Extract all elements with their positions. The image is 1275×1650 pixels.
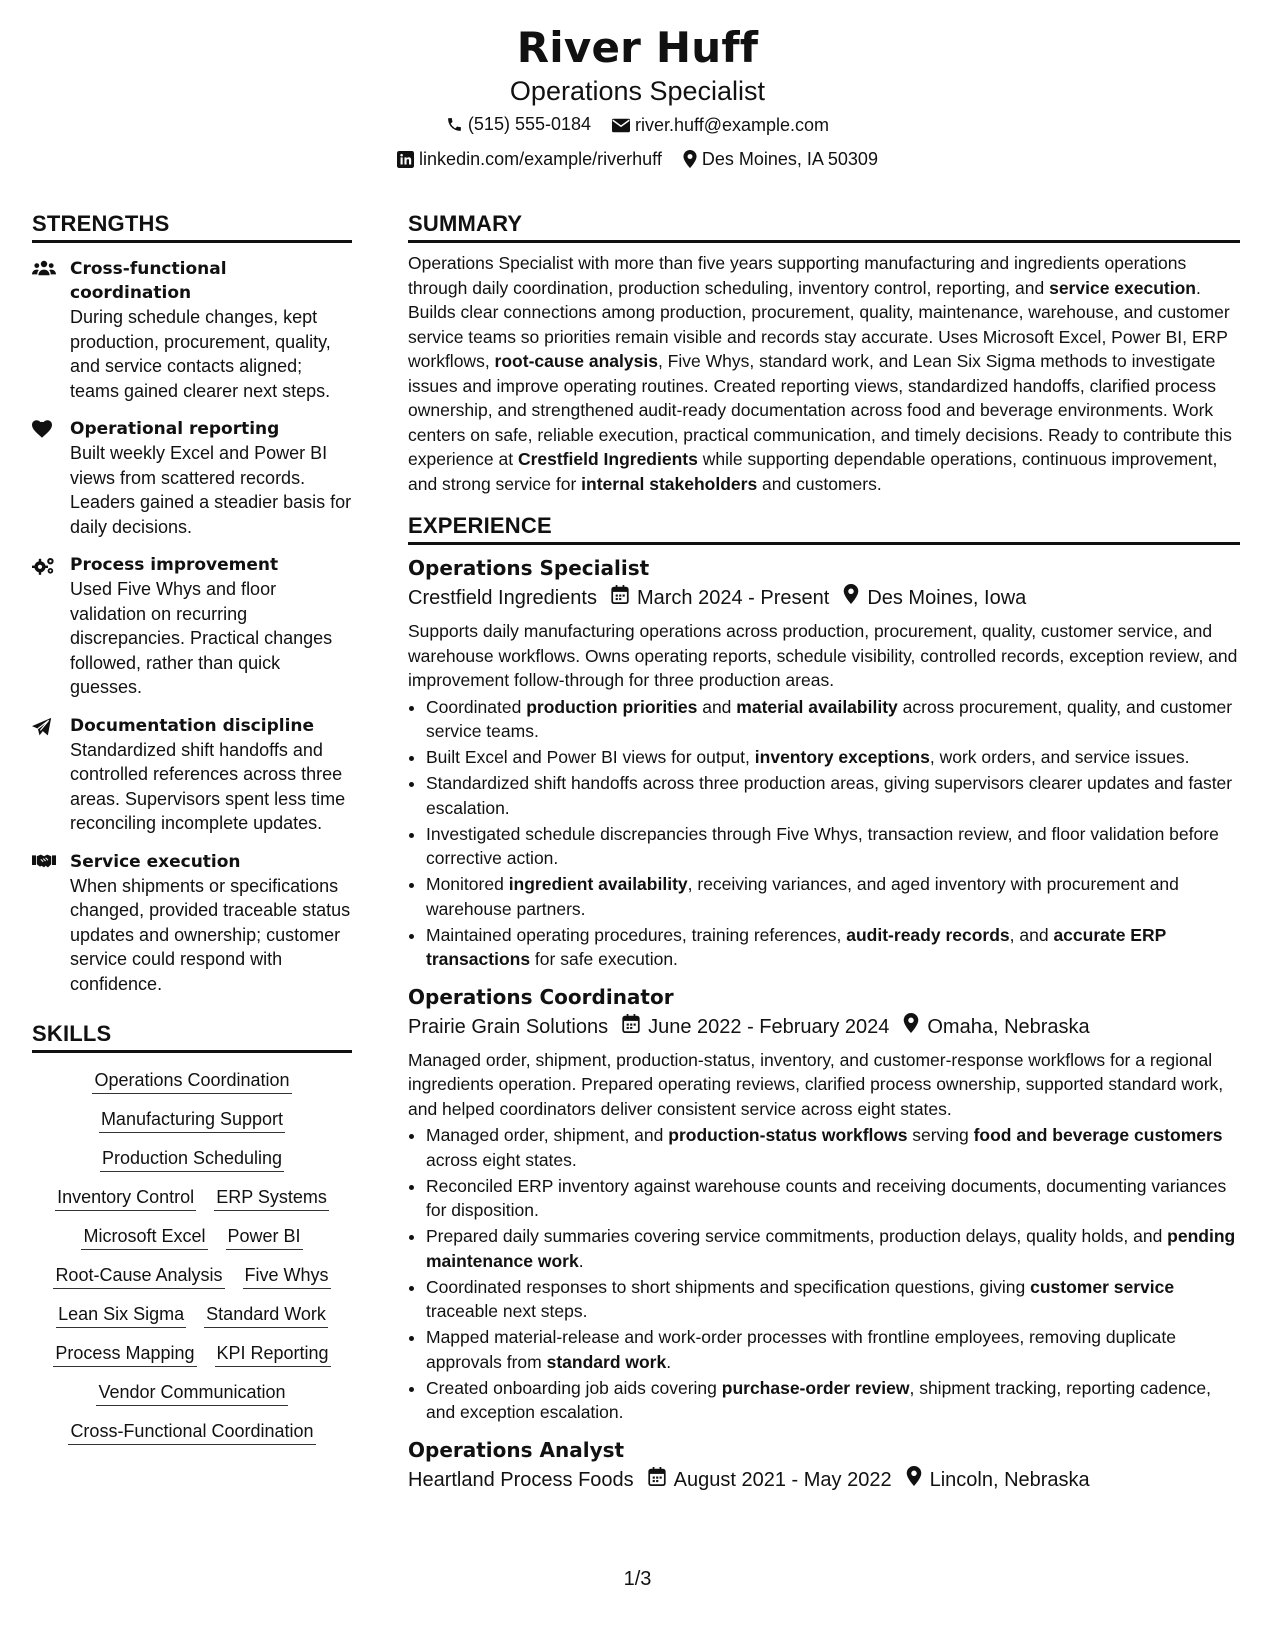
bold-text: inventory exceptions <box>754 747 930 767</box>
bold-text: material availability <box>736 696 898 717</box>
job-dates: March 2024 - Present <box>636 587 830 609</box>
experience-list <box>408 553 1240 1495</box>
bold-text: production priorities <box>526 696 698 717</box>
skill-tag: Lean Six Sigma <box>56 1301 186 1328</box>
phone-text: (515) 555-0184 <box>467 114 592 134</box>
job-meta <box>408 1465 1240 1495</box>
email-contact[interactable] <box>612 109 829 141</box>
candidate-name: River Huff <box>516 23 759 72</box>
strength-description: Used Five Whys and floor validation on recurring discrepancies. Practical changes followed, rather than quick guesses. <box>70 579 333 697</box>
bold-text: food and beverage customers <box>973 1125 1223 1145</box>
job-bullet: • Maintained operating procedures, training references, audit-ready records, and accurate ERP transactions for safe execution. <box>426 923 1240 972</box>
job-location-wrap <box>903 1012 1089 1042</box>
bold-text: root-cause analysis <box>494 351 658 371</box>
strength-description: When shipments or specifications changed, provided traceable status updates and ownership; customer service could respond with confidence. <box>70 875 351 994</box>
skill-row <box>32 1067 352 1094</box>
job-location: Omaha, Nebraska <box>927 1015 1090 1038</box>
page-number: 1/3 <box>623 1568 652 1590</box>
skill-row <box>32 1340 352 1367</box>
bold-text: purchase-order review <box>721 1377 910 1398</box>
map-pin-icon <box>683 150 697 168</box>
strength-body <box>70 553 352 700</box>
job-company: Heartland Process Foods <box>408 1468 634 1491</box>
strength-description: During schedule changes, kept production, procurement, quality, and service contacts aligned; teams gained clearer next steps. <box>70 307 331 401</box>
strength-description: Standardized shift handoffs and controlled references across three areas. Supervisors spent less time reconciling incomplete updates. <box>70 739 346 833</box>
strength-body <box>70 850 352 997</box>
skill-row <box>32 1184 352 1211</box>
job-dates-wrap <box>622 1012 889 1042</box>
gears-icon <box>32 553 70 700</box>
strengths-list <box>32 257 352 996</box>
bold-text: Crestfield Ingredients <box>517 449 698 469</box>
bold-text: internal stakeholders <box>581 473 758 494</box>
strength-item <box>32 850 352 997</box>
job-dates-wrap <box>611 583 829 613</box>
skill-tag: Vendor Communication <box>96 1379 287 1406</box>
skill-tag: Process Mapping <box>53 1340 196 1367</box>
strength-item <box>32 257 352 403</box>
contact-line-1 <box>0 108 1275 143</box>
job-bullet: • Monitored ingredient availability, receiving variances, and aged inventory with procurement and warehouse partners. <box>426 872 1240 921</box>
job-meta <box>408 1012 1240 1042</box>
job-bullet: • Prepared daily summaries covering service commitments, production delays, quality holds, and pending maintenance work. <box>426 1224 1240 1273</box>
job-description: Supports daily manufacturing operations across production, procurement, quality, customer service, and warehouse workflows. Owns operating reports, schedule visibility, controlled records, exception review, and improvement follow-through for three production areas. <box>408 621 1238 690</box>
skills-heading: SKILLS <box>32 1020 352 1053</box>
job-bullet: • Standardized shift handoffs across three production areas, giving supervisors clearer updates and faster escalation. <box>426 771 1240 820</box>
job-bullets <box>408 1123 1240 1425</box>
skill-tag: Operations Coordination <box>92 1067 291 1094</box>
job-bullet: • Mapped material-release and work-order processes with frontline employees, removing duplicate approvals from standard work. <box>426 1325 1240 1374</box>
right-column <box>408 210 1240 1505</box>
bold-text: production-status workflows <box>668 1125 908 1145</box>
left-column <box>32 210 352 1445</box>
heart-icon <box>32 417 70 539</box>
linkedin-text: linkedin.com/example/riverhuff <box>419 149 662 169</box>
job-entry <box>408 1435 1240 1495</box>
job-bullet: • Managed order, shipment, and production-status workflows serving food and beverage customers across eight states. <box>426 1123 1240 1172</box>
summary-heading: SUMMARY <box>408 210 1240 243</box>
envelope-icon <box>612 118 630 133</box>
job-company: Crestfield Ingredients <box>408 587 597 609</box>
skill-row <box>32 1145 352 1172</box>
strength-body <box>70 417 352 539</box>
strength-title: Documentation discipline <box>70 715 315 736</box>
skill-tag: Standard Work <box>204 1301 328 1328</box>
location-text: Des Moines, IA 50309 <box>701 148 878 169</box>
strengths-heading: STRENGTHS <box>32 210 352 243</box>
strength-description: Built weekly Excel and Power BI views from scattered records. Leaders gained a steadier basis for daily decisions. <box>70 443 352 537</box>
job-dates: August 2021 - May 2022 <box>673 1468 892 1491</box>
job-bullet: • Created onboarding job aids covering purchase-order review, shipment tracking, reporting cadence, and exception escalation. <box>426 1376 1240 1425</box>
skill-tag: Manufacturing Support <box>99 1106 285 1133</box>
bold-text: ingredient availability <box>508 874 688 894</box>
users-icon <box>32 257 70 403</box>
job-bullets <box>408 695 1240 972</box>
bold-text: customer service <box>1030 1276 1175 1297</box>
skill-tag: ERP Systems <box>214 1184 329 1211</box>
linkedin-contact[interactable] <box>397 143 662 175</box>
skill-row <box>32 1379 352 1406</box>
job-title: Operations Analyst <box>408 1437 625 1462</box>
job-bullet: • Built Excel and Power BI views for output, inventory exceptions, work orders, and service issues. <box>426 745 1240 770</box>
contact-line-2 <box>0 143 1275 178</box>
handshake-icon <box>32 850 70 997</box>
job-title: Operations Coordinator <box>408 984 674 1009</box>
strength-item <box>32 714 352 836</box>
strength-item <box>32 553 352 700</box>
job-description: Managed order, shipment, production-status, inventory, and customer-response workflows for a regional ingredients operation. Prepared operating reviews, clarified process ownership, supported standard work, and helped coordinators deliver consistent service across eight states. <box>408 1049 1224 1119</box>
bold-text: audit-ready records <box>846 924 1010 945</box>
job-bullet: • Coordinated responses to short shipments and specification questions, giving customer service traceable next steps. <box>426 1275 1240 1324</box>
skill-tag: Inventory Control <box>55 1184 196 1211</box>
skill-tag: Five Whys <box>243 1262 331 1289</box>
email-text: river.huff@example.com <box>635 115 830 135</box>
strength-title: Operational reporting <box>70 419 280 439</box>
strength-title: Service execution <box>70 851 241 872</box>
bold-text: accurate ERP transactions <box>426 924 1166 969</box>
strength-title: Cross-functional coordination <box>70 259 227 303</box>
skill-tag: Cross-Functional Coordination <box>68 1418 315 1445</box>
job-bullet: • Coordinated production priorities and material availability across procurement, quality, and customer service teams. <box>426 695 1240 744</box>
bold-text: pending maintenance work <box>426 1226 1236 1271</box>
job-bullet: • Reconciled ERP inventory against warehouse counts and receiving documents, documenting variances for disposition. <box>426 1174 1240 1223</box>
job-location-wrap <box>906 1465 1090 1495</box>
skill-row <box>32 1106 352 1133</box>
job-title: Operations Specialist <box>408 556 650 580</box>
calendar-icon <box>611 583 637 613</box>
job-location-wrap <box>843 583 1026 613</box>
map-pin-icon <box>906 1465 930 1495</box>
location-contact <box>683 143 878 175</box>
strength-body <box>70 257 352 403</box>
job-company: Prairie Grain Solutions <box>408 1015 609 1038</box>
skill-tag: Production Scheduling <box>100 1145 284 1172</box>
strength-body <box>70 714 352 836</box>
experience-heading: EXPERIENCE <box>408 512 1240 545</box>
phone-icon <box>446 116 463 133</box>
job-dates: June 2022 - February 2024 <box>648 1015 890 1038</box>
map-pin-icon <box>903 1012 927 1042</box>
skill-row <box>32 1262 352 1289</box>
calendar-icon <box>648 1465 674 1495</box>
job-location: Des Moines, Iowa <box>867 587 1027 609</box>
linkedin-icon <box>397 151 414 168</box>
skill-tag: Power BI <box>226 1223 303 1250</box>
map-pin-icon <box>843 583 867 613</box>
skill-row <box>32 1418 352 1445</box>
job-location: Lincoln, Nebraska <box>929 1468 1090 1491</box>
skill-row <box>32 1223 352 1250</box>
strength-item <box>32 417 352 539</box>
resume-header <box>0 22 1275 178</box>
job-bullet: • Investigated schedule discrepancies through Five Whys, transaction review, and floor validation before corrective action. <box>426 822 1240 871</box>
job-meta <box>408 583 1240 613</box>
bold-text: service execution <box>1049 277 1196 298</box>
candidate-title: Operations Specialist <box>509 76 766 106</box>
calendar-icon <box>622 1012 648 1042</box>
summary-paragraph: Operations Specialist with more than five years supporting manufacturing and ingredients operations through daily coordination, production scheduling, inventory control, reporting, and service execution. Builds clear connections among production, procurement, quality, maintenance, warehouse, and customer service teams so priorities remain visible and records stay accurate. Uses Microsoft Excel, Power BI, ERP workflows, root-cause analysis, Five Whys, standard work, and Lean Six Sigma methods to investigate issues and improve operating routines. Created reporting views, standardized handoffs, clarified process ownership, and strengthened audit-ready documentation across food and beverage environments. Work centers on safe, reliable execution, practical communication, and timely decisions. Ready to contribute this experience at Crestfield Ingredients while supporting dependable operations, continuous improvement, and strong service for internal stakeholders and customers. <box>408 253 1232 494</box>
strength-title: Process improvement <box>70 555 279 575</box>
skill-tag: KPI Reporting <box>215 1340 331 1367</box>
job-dates-wrap <box>648 1465 892 1495</box>
phone-contact[interactable] <box>446 108 591 140</box>
skill-tag: Root-Cause Analysis <box>53 1262 224 1289</box>
job-entry <box>408 553 1240 972</box>
skills-list <box>32 1067 352 1445</box>
bold-text: standard work <box>546 1351 667 1372</box>
paper-plane-icon <box>32 714 70 836</box>
job-entry <box>408 982 1240 1425</box>
skill-tag: Microsoft Excel <box>81 1223 207 1250</box>
skill-row <box>32 1301 352 1328</box>
